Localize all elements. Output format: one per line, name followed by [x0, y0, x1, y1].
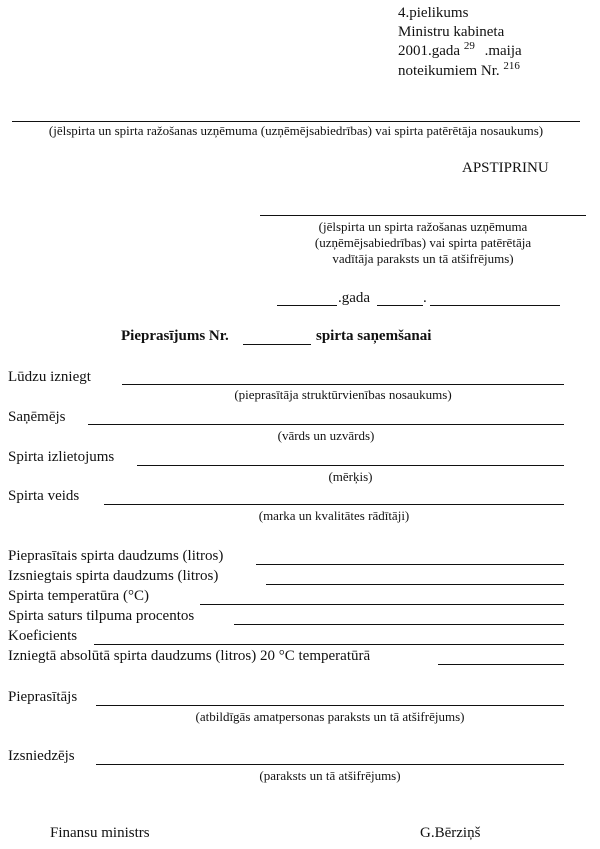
approval-month-field[interactable] [430, 305, 560, 306]
issuer-signature-field[interactable] [96, 764, 564, 765]
approval-date-dot: . [423, 290, 427, 306]
regs-prefix: noteikumiem Nr. [398, 63, 500, 79]
date-month: .maija [484, 43, 522, 59]
minister-name: G.Bērziņš [420, 825, 481, 841]
receiver-caption: (vārds un uzvārds) [277, 428, 375, 443]
approval-caption-line-1: (jēlspirta un spirta ražošanas uzņēmuma [318, 219, 528, 234]
regulation-date [398, 40, 522, 60]
issue-to-field[interactable] [122, 384, 564, 385]
usage-label: Spirta izlietojums [8, 449, 115, 465]
requested-quantity-field[interactable] [256, 564, 564, 565]
approval-year-field[interactable] [277, 305, 337, 306]
approval-caption-line-2: (uzņēmējsabiedrības) vai spirta patērētāja [314, 235, 532, 250]
requested-quantity-label: Pieprasītais spirta daudzums (litros) [8, 548, 224, 564]
regs-number: 216 [503, 60, 520, 72]
date-day: 29 [463, 40, 475, 52]
requester-caption: (atbildīgās amatpersonas paraksts un tā atšifrējums) [195, 709, 465, 724]
regulation-number [398, 60, 520, 80]
issue-to-label: Lūdzu izniegt [8, 369, 91, 385]
issued-quantity-label: Izsniegtais spirta daudzums (litros) [8, 568, 219, 584]
absolute-quantity-label: Izniegtā absolūtā spirta daudzums (litros) 20 °C temperatūrā [8, 648, 371, 664]
volume-percent-label: Spirta saturs tilpuma procentos [8, 608, 195, 624]
coefficient-field[interactable] [94, 644, 564, 645]
approval-title: APSTIPRINU [462, 160, 549, 176]
annex-number: 4.pielikums [398, 5, 469, 21]
approval-caption-line-3: vadītāja paraksts un tā atšifrējums) [332, 251, 514, 266]
requester-label: Pieprasītājs [8, 689, 78, 705]
usage-field[interactable] [137, 465, 564, 466]
volume-percent-field[interactable] [234, 624, 564, 625]
approval-gada-label: .gada [338, 290, 371, 306]
company-name-line[interactable] [12, 121, 580, 122]
usage-caption: (mērķis) [328, 469, 373, 484]
approval-signature-line[interactable] [260, 215, 586, 216]
temperature-field[interactable] [200, 604, 564, 605]
issued-quantity-field[interactable] [266, 584, 564, 585]
issuer-caption: (paraksts un tā atšifrējums) [259, 768, 401, 783]
approval-day-field[interactable] [377, 305, 423, 306]
receiver-field[interactable] [88, 424, 564, 425]
request-title-suffix: spirta saņemšanai [316, 328, 432, 344]
coefficient-label: Koeficients [8, 628, 78, 644]
requester-signature-field[interactable] [96, 705, 564, 706]
alcohol-type-caption: (marka un kvalitātes rādītāji) [258, 508, 410, 523]
date-prefix: 2001.gada [398, 43, 461, 59]
company-name-caption: (jēlspirta un spirta ražošanas uzņēmuma (uzņēmējsabiedrības) vai spirta patērētāja nosaukums) [48, 123, 544, 138]
issue-to-caption: (pieprasītāja struktūrvienības nosaukums) [234, 387, 452, 402]
alcohol-type-label: Spirta veids [8, 488, 80, 504]
request-title-prefix: Pieprasījums Nr. [121, 328, 229, 344]
alcohol-type-field[interactable] [104, 504, 564, 505]
temperature-label: Spirta temperatūra (°C) [8, 588, 149, 604]
receiver-label: Saņēmējs [8, 409, 66, 425]
minister-title: Finansu ministrs [50, 825, 150, 841]
absolute-quantity-field[interactable] [438, 664, 564, 665]
ministry-name: Ministru kabineta [398, 24, 505, 40]
request-number-field[interactable] [243, 344, 311, 345]
issuer-label: Izsniedzējs [8, 748, 75, 764]
